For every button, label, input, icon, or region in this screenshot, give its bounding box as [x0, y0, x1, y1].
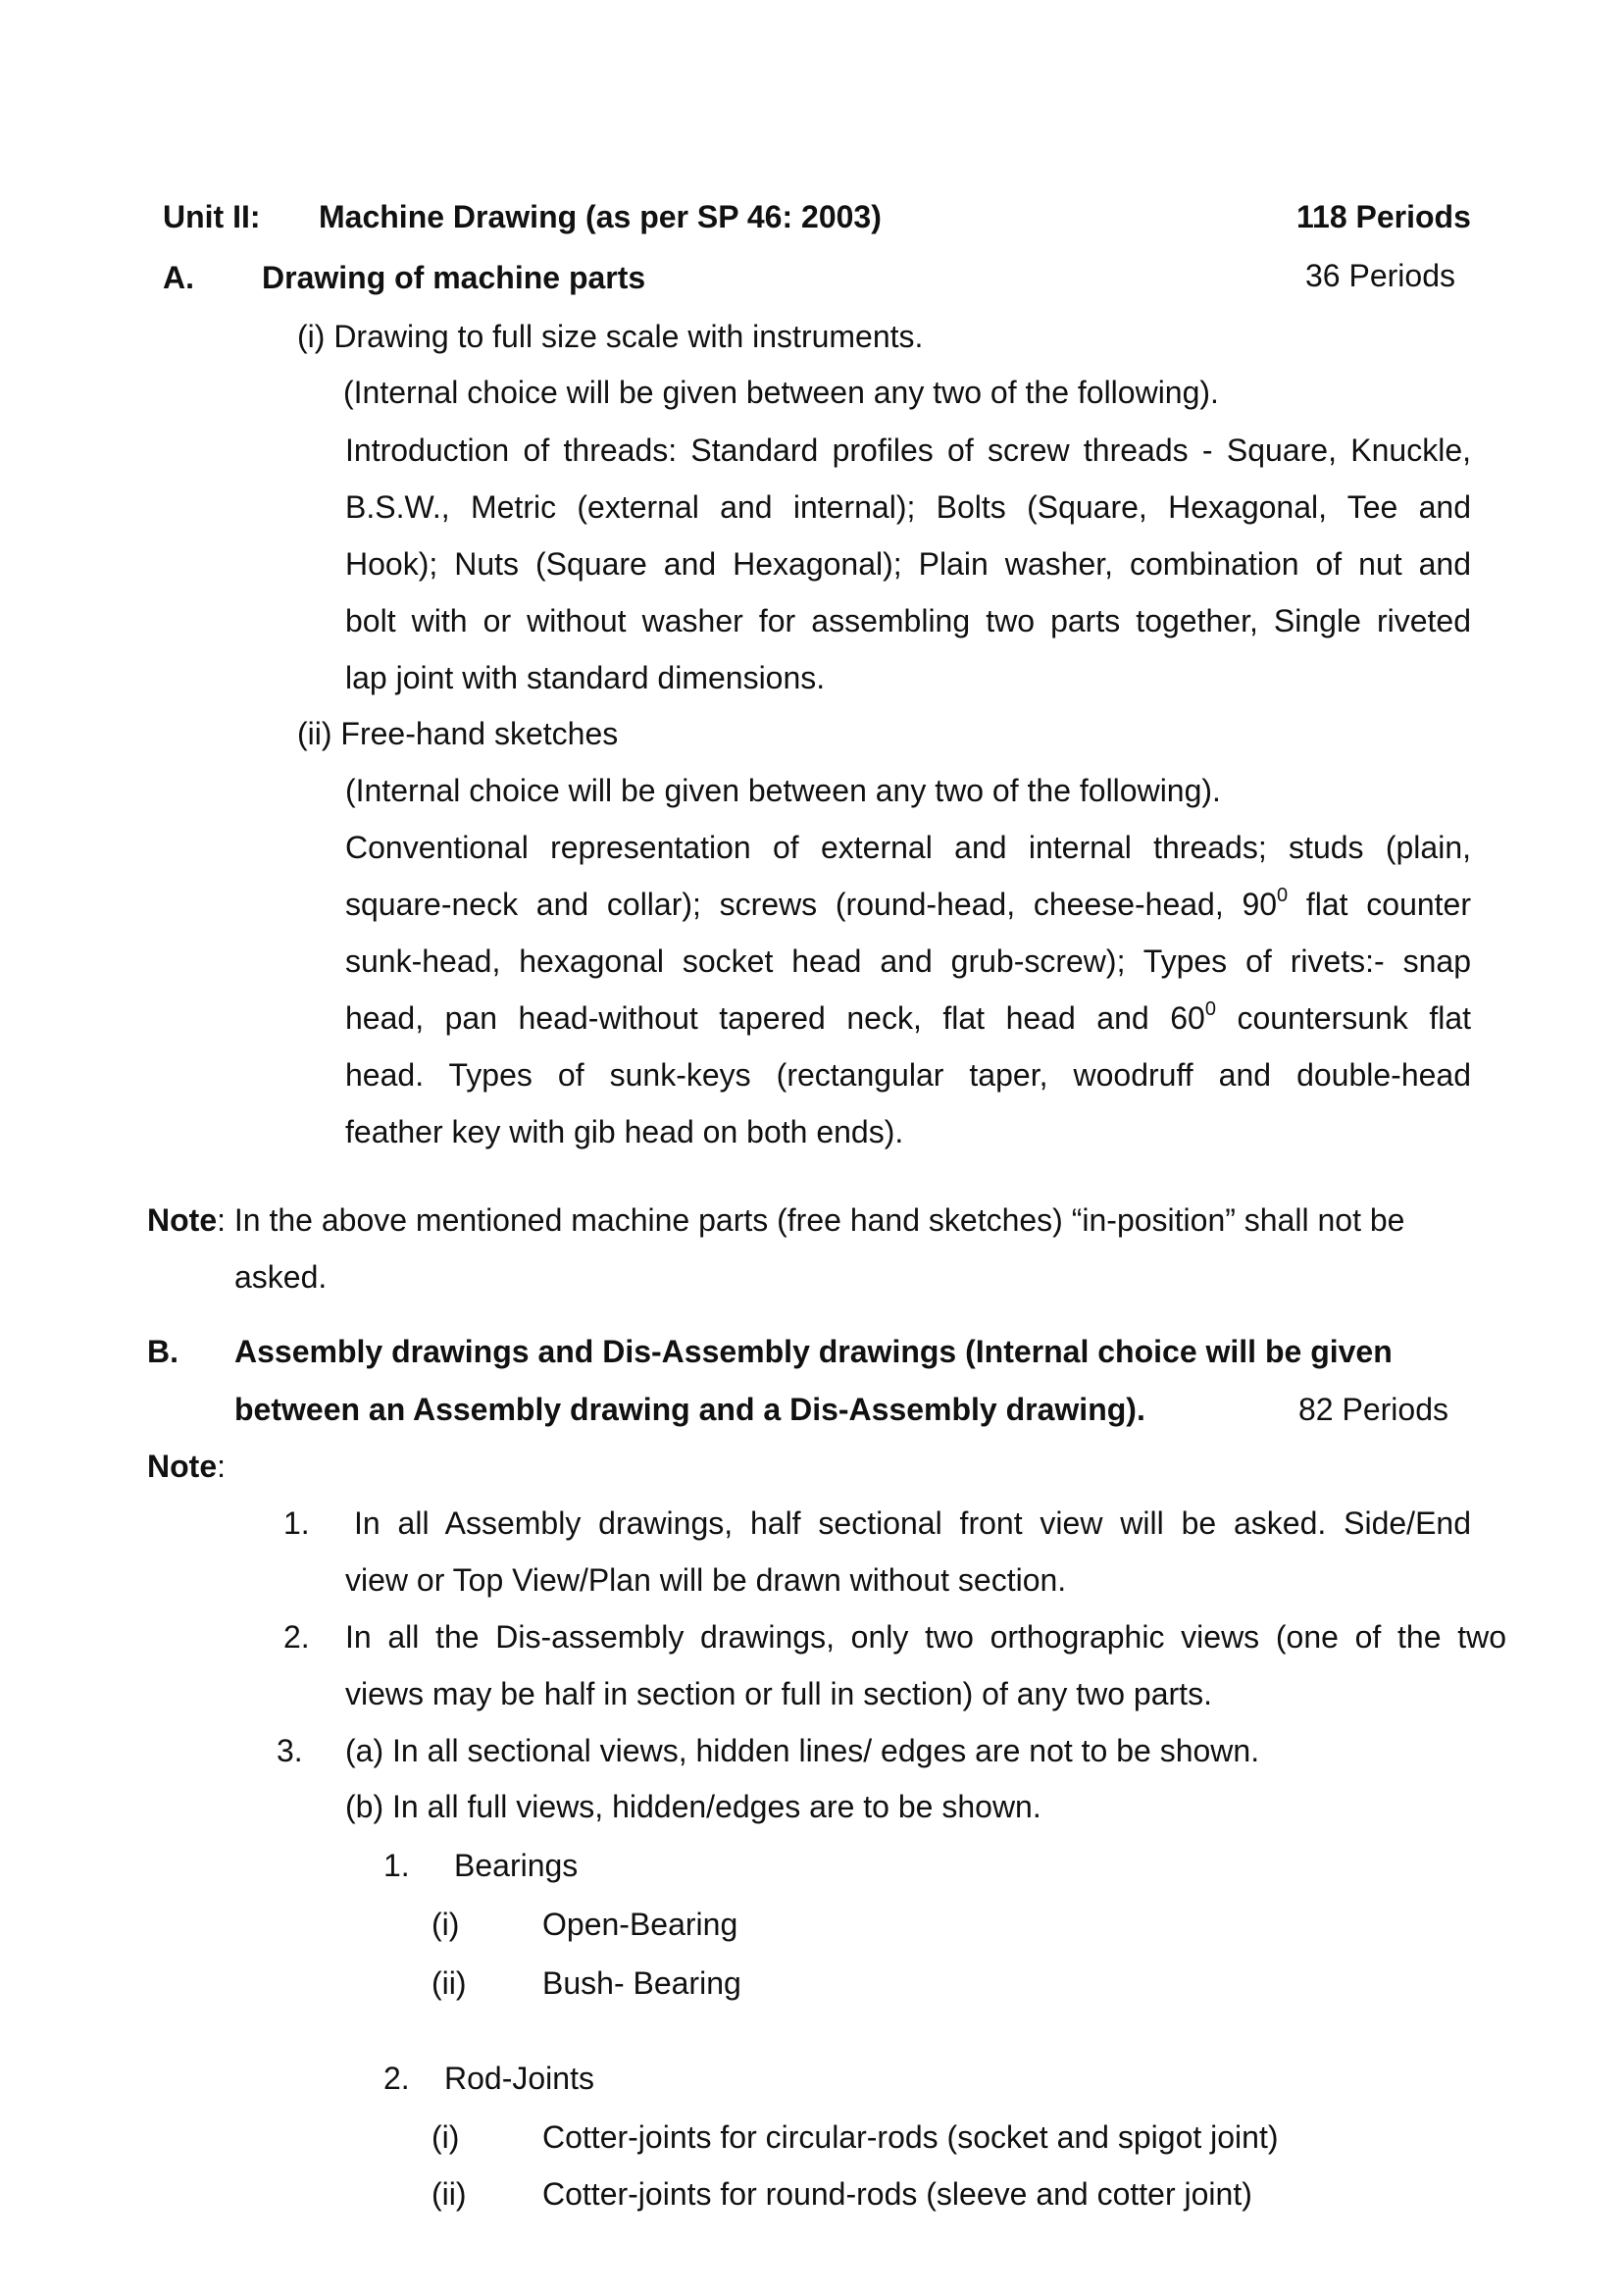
note-item-text: (a) In all sectional views, hidden lines/ edges are not to be shown.: [345, 1733, 1260, 1768]
unit-periods: 118 Periods: [1296, 199, 1471, 234]
topic-item-number: (i): [431, 2119, 460, 2155]
section-b-title-line1: Assembly drawings and Dis-Assembly drawings (Internal choice will be given: [234, 1334, 1393, 1369]
part-i-choice-note: (Internal choice will be given between any two of the following).: [343, 375, 1219, 410]
part-ii-line2-text-end: flat counter: [1288, 887, 1472, 922]
part-ii-choice-note: (Internal choice will be given between any two of the following).: [345, 773, 1221, 808]
unit-title: Machine Drawing (as per SP 46: 2003): [319, 199, 882, 234]
note-1-text: : In the above mentioned machine parts (free hand sketches) “in-position” shall not be: [217, 1202, 1405, 1238]
section-a-periods: 36 Periods: [1305, 258, 1455, 293]
topic-item-number: (i): [431, 1907, 460, 1942]
part-ii-body-line: [345, 999, 1471, 1037]
topic-item-text: Cotter-joints for circular-rods (socket and spigot joint): [542, 2119, 1279, 2155]
part-ii-body-line: feather key with gib head on both ends).: [345, 1114, 904, 1149]
note-item-text: In all the Dis-assembly drawings, only two orthographic views (one of the two: [345, 1619, 1506, 1655]
note-item-text: In all Assembly drawings, half sectional front view will be asked. Side/End: [354, 1505, 1471, 1541]
note-item-text: views may be half in section or full in section) of any two parts.: [345, 1676, 1212, 1711]
part-ii-line2-text: square-neck and collar); screws (round-head, cheese-head, 90: [345, 887, 1278, 922]
part-ii-body-line: head. Types of sunk-keys (rectangular taper, woodruff and double-head: [345, 1057, 1471, 1093]
part-ii-line4-text: head, pan head-without tapered neck, flat head and 60: [345, 1000, 1205, 1036]
part-i-body-line: B.S.W., Metric (external and internal); Bolts (Square, Hexagonal, Tee and: [345, 489, 1471, 525]
topic-item-text: Cotter-joints for round-rods (sleeve and cotter joint): [542, 2176, 1252, 2212]
part-ii-line4-text-end: countersunk flat: [1215, 1000, 1472, 1036]
part-i-body-line: Hook); Nuts (Square and Hexagonal); Plain washer, combination of nut and: [345, 546, 1471, 582]
note-colon: :: [217, 1449, 226, 1484]
degree-superscript: 0: [1277, 885, 1289, 907]
topic-item-text: Open-Bearing: [542, 1907, 738, 1942]
note-item-text: view or Top View/Plan will be drawn without section.: [345, 1562, 1067, 1598]
unit-label: Unit II:: [163, 199, 261, 234]
topic-number: 2.: [383, 2061, 410, 2096]
part-ii-heading: (ii) Free-hand sketches: [297, 716, 619, 751]
note-1-continuation: asked.: [234, 1259, 328, 1295]
note-1: [147, 1201, 1404, 1239]
note-label: Note: [147, 1449, 218, 1484]
section-b-title-line2: between an Assembly drawing and a Dis-Assembly drawing).: [234, 1392, 1145, 1427]
topic-title: Bearings: [454, 1848, 579, 1883]
section-a-title: Drawing of machine parts: [262, 260, 646, 295]
section-b-letter: B.: [147, 1334, 178, 1369]
section-a-letter: A.: [163, 260, 194, 295]
topic-item-number: (ii): [431, 1965, 467, 2001]
part-i-heading: (i) Drawing to full size scale with instruments.: [297, 319, 924, 354]
topic-item-text: Bush- Bearing: [542, 1965, 741, 2001]
part-i-body-line: Introduction of threads: Standard profiles of screw threads - Square, Knuckle,: [345, 433, 1471, 468]
part-ii-body-line: sunk-head, hexagonal socket head and grub-screw); Types of rivets:- snap: [345, 943, 1471, 979]
topic-title: Rod-Joints: [444, 2061, 594, 2096]
note-item-number: 1.: [283, 1505, 310, 1541]
part-i-body-line: lap joint with standard dimensions.: [345, 660, 826, 695]
note-item-number: 3.: [277, 1733, 303, 1768]
part-ii-body-line: [345, 886, 1471, 923]
degree-superscript: 0: [1204, 998, 1216, 1021]
note-2: [147, 1448, 226, 1485]
note-label: Note: [147, 1202, 218, 1238]
part-i-body-line: bolt with or without washer for assembling two parts together, Single riveted: [345, 603, 1471, 638]
topic-number: 1.: [383, 1848, 410, 1883]
note-item-text: (b) In all full views, hidden/edges are to be shown.: [345, 1789, 1041, 1824]
part-ii-body-line: Conventional representation of external and internal threads; studs (plain,: [345, 830, 1471, 865]
note-item-number: 2.: [283, 1619, 310, 1655]
section-b-periods: 82 Periods: [1298, 1392, 1448, 1427]
topic-item-number: (ii): [431, 2176, 467, 2212]
